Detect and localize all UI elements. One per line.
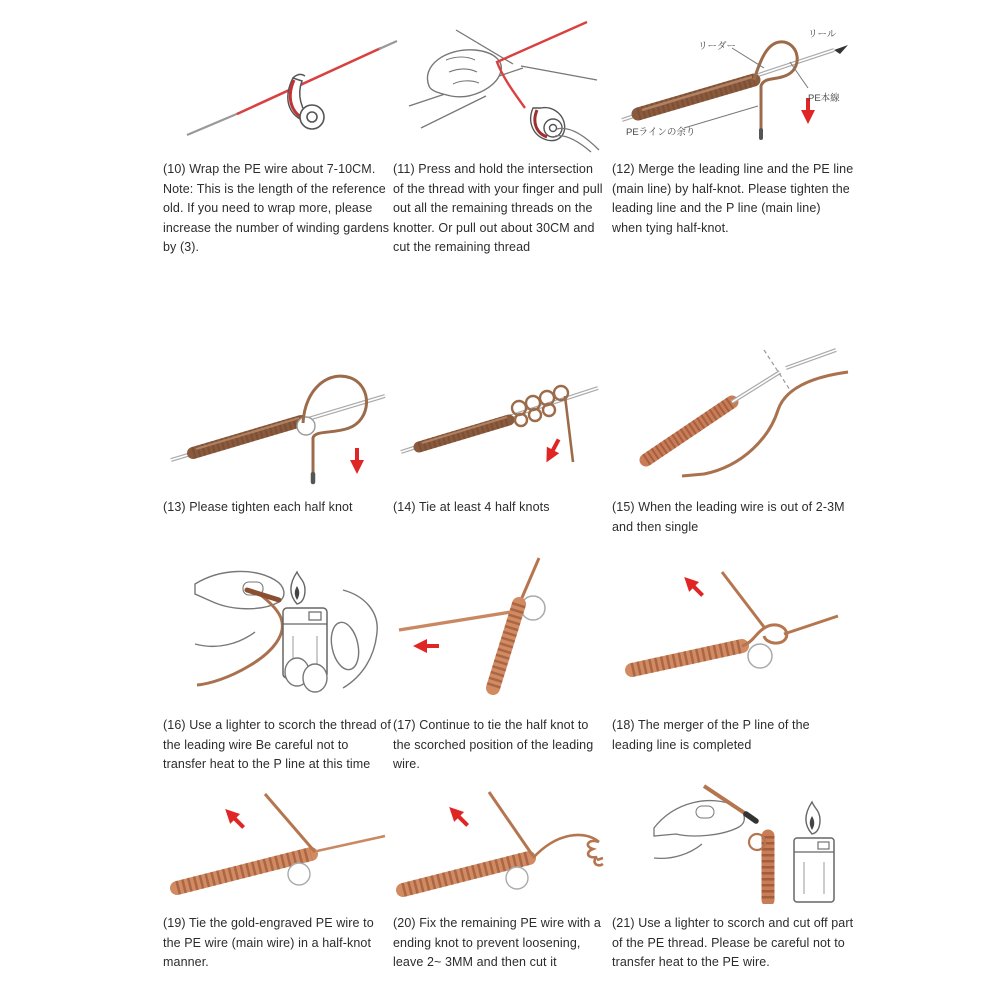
- cut-mark-dashed-line: [764, 350, 790, 390]
- step-panel-19: [163, 778, 391, 973]
- red-arrow-down-left-icon: [540, 436, 565, 466]
- step-panel-20: [393, 778, 605, 973]
- coil: [646, 402, 732, 460]
- red-arrow-left-icon: [413, 639, 439, 653]
- illustration-half-knot-merge: [612, 8, 854, 154]
- leader-coil: [193, 418, 301, 453]
- illustration-four-half-knots: [393, 340, 605, 492]
- red-pe-line: [237, 48, 381, 114]
- step-panel-10: [163, 8, 391, 258]
- step-panel-16: [163, 548, 391, 775]
- red-thread: [497, 22, 587, 108]
- label-pe-leftover: PEラインの余り: [626, 127, 696, 138]
- step-caption-21: (21) Use a lighter to scorch and cut off part of the PE thread. Please be careful not to transfer heat to the PE wire.: [612, 916, 854, 970]
- wavy-ending-knot-line: [533, 835, 603, 865]
- knotter-tool-on-red-line-illustration: [181, 8, 406, 154]
- gold-pe-half-knot-illustration: [163, 778, 391, 904]
- label-reel: リール: [808, 29, 837, 40]
- step-caption-17: (17) Continue to tie the half knot to the scorched position of the leading wire.: [393, 718, 594, 772]
- pe-main-line: [732, 350, 836, 402]
- upper-hand-icon: [195, 571, 284, 646]
- branch-wire: [265, 794, 315, 852]
- illustration-lighter-scorch-cut: [612, 778, 854, 908]
- illustration-leading-wire-out: [612, 340, 854, 492]
- step-caption-16: (16) Use a lighter to scorch the thread of the leading wire Be careful not to transfer heat to the P line at this time: [163, 718, 391, 772]
- label-pe-main: PE本線: [808, 93, 840, 104]
- step-caption-14: (14) Tie at least 4 half knots: [393, 500, 550, 514]
- leading-wire-out-illustration: [612, 340, 854, 492]
- leader-coil: [419, 417, 509, 447]
- illustration-tighten-half-knot: [163, 340, 391, 492]
- step-panel-21: [612, 778, 854, 973]
- knot-junction: [288, 863, 310, 885]
- illustration-knot-at-scorched-position: [393, 548, 605, 710]
- red-arrow-up-left-icon: [679, 572, 707, 600]
- leader-thin-line: [521, 558, 539, 600]
- step-caption-18: (18) The merger of the P line of the leading line is completed: [612, 718, 810, 752]
- step-caption-10: (10) Wrap the PE wire about 7-10CM. Note: This is the length of the reference old. If you need to wrap more, please increase the number of winding gardens by (3).: [163, 162, 390, 255]
- merge-completed-illustration: [612, 548, 844, 706]
- red-arrow-up-left-icon: [220, 804, 248, 832]
- gray-line-tip: [187, 113, 239, 135]
- step-caption-20: (20) Fix the remaining PE wire with a ending knot to prevent loosening, leave 2~ 3MM and then cut it: [393, 916, 601, 970]
- step-panel-15: [612, 340, 854, 537]
- pe-line-left: [399, 612, 511, 630]
- lower-hand-with-knotter-icon: [531, 108, 599, 152]
- hand-icon: [654, 801, 744, 859]
- scorched-tip: [746, 814, 756, 821]
- illustration-hand-and-knotter: [393, 8, 605, 154]
- knot-junction: [297, 417, 315, 435]
- knot-junction: [748, 644, 772, 668]
- illustration-merge-completed: [612, 548, 854, 710]
- branch-wire: [489, 792, 533, 856]
- lighter-scorch-cut-illustration: [652, 778, 864, 904]
- red-arrow-down-icon: [350, 448, 364, 474]
- step-panel-11: [393, 8, 605, 258]
- coil: [632, 646, 742, 670]
- step-panel-17: [393, 548, 605, 775]
- illustration-knotter-on-red-line: [163, 8, 391, 154]
- red-arrow-up-left-icon: [444, 802, 472, 830]
- pe-line-right: [317, 836, 385, 851]
- illustration-gold-pe-half-knot: [163, 778, 391, 908]
- knot-junction: [506, 867, 528, 889]
- step-caption-19: (19) Tie the gold-engraved PE wire to the PE wire (main wire) in a half-knot manner.: [163, 916, 374, 970]
- illustration-lighter-scorch: [163, 548, 391, 710]
- step-panel-13: [163, 340, 391, 518]
- lighter-scorch-illustration: [193, 548, 385, 706]
- illustration-ending-knot: [393, 778, 605, 908]
- step-caption-12: (12) Merge the leading line and the PE line (main line) by half-knot. Please tighten the leading line and the P line (main line) when tying half-knot.: [612, 162, 854, 235]
- leader-coil: [638, 77, 754, 114]
- four-half-knots-illustration: [393, 340, 605, 492]
- step-caption-13: (13) Please tighten each half knot: [163, 500, 353, 514]
- ending-knot-illustration: [393, 778, 605, 904]
- step-panel-12: [612, 8, 854, 238]
- hand-pressing-thread-illustration: [401, 8, 603, 154]
- flame-icon: [806, 802, 820, 834]
- tighten-half-knot-illustration: [163, 340, 391, 492]
- step-panel-14: [393, 340, 605, 518]
- step-panel-18: [612, 548, 854, 755]
- half-knot-loop: [754, 42, 797, 138]
- scorched-position-knot-illustration: [393, 548, 605, 706]
- step-caption-15: (15) When the leading wire is out of 2-3M and then single: [612, 500, 845, 534]
- step-caption-11: (11) Press and hold the intersection of the thread with your finger and pull out all the remaining threads on the knotter. Or pull out about 30CM and cut the remaining thread: [393, 162, 603, 255]
- vertical-coil: [749, 834, 768, 900]
- lighter-icon: [794, 838, 834, 902]
- knot-lines: [722, 572, 838, 646]
- coil: [493, 604, 519, 688]
- upper-hand-icon: [427, 50, 501, 97]
- label-leader: リーダー: [698, 41, 737, 52]
- flame-icon: [291, 572, 305, 604]
